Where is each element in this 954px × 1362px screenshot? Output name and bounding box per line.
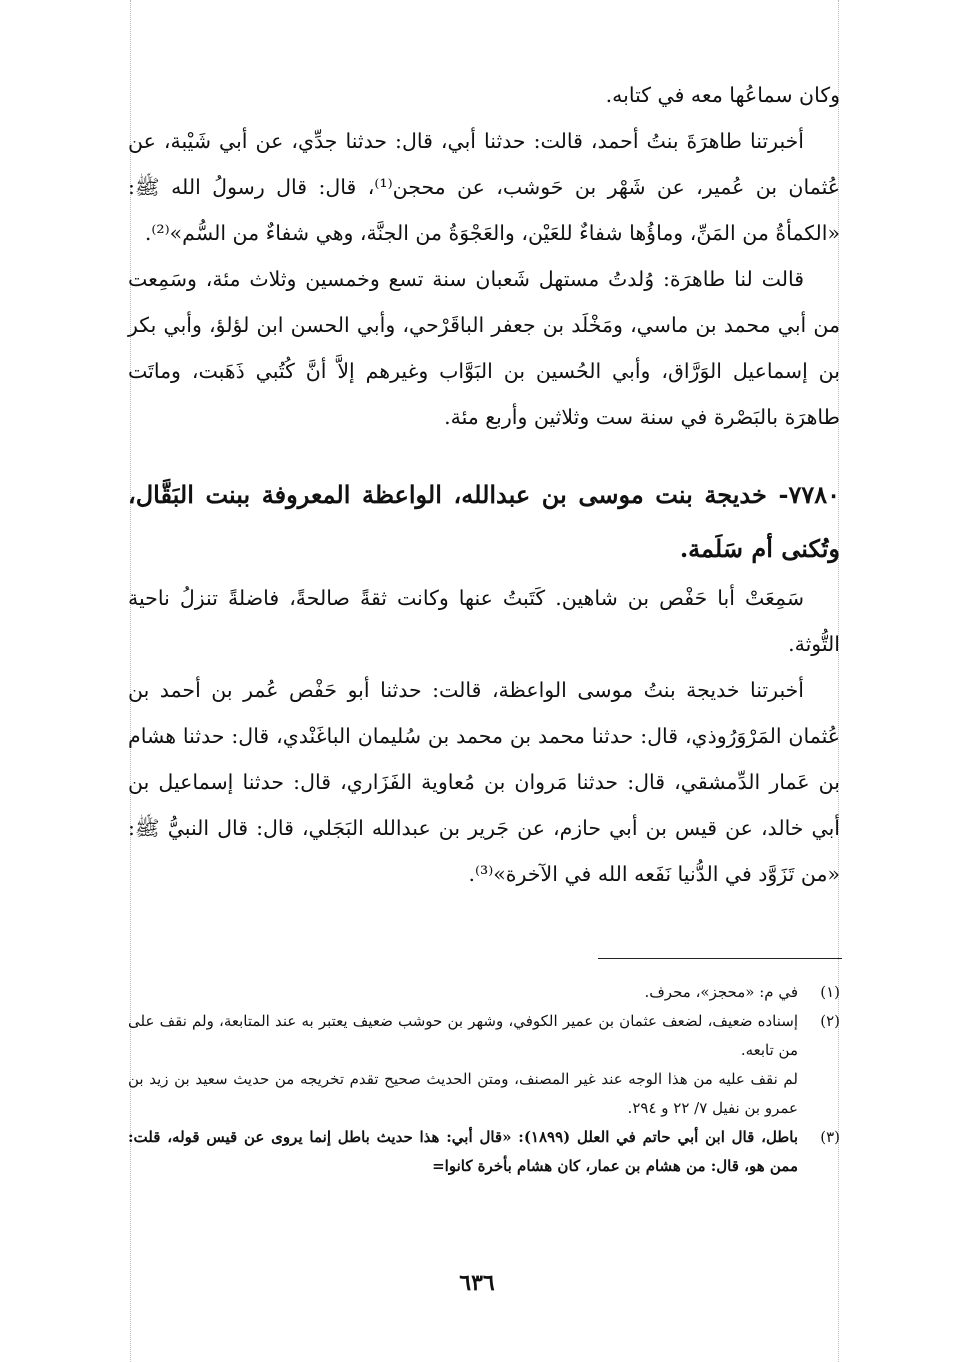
footnote-number: (٢) (820, 1012, 840, 1030)
paragraph-5: أخبرتنا خديجة بنتُ موسى الواعظة، قالت: حدثنا أبو حَفْص عُمر بن أحمد بن عُثمان المَرْوَرُوذي، قال: حدثنا محمد بن محمد بن سُليمان الباغَنْدي، قال: حدثنا هشام بن عَمار الدِّمشقي، قال: حدثنا مَروان بن مُعاوية الفَزَاري، قال: حدثنا إسماعيل بن أبي خالد، عن قيس بن أبي حازم، عن جَرير بن عبدالله البَجَلي، قال: قال النبيُّ ﷺ: «من تَزَوَّد في الدُّنيا نَفَعه الله في الآخرة»⁽³⁾. (128, 678, 840, 886)
footnote-text: باطل، قال ابن أبي حاتم في العلل (١٨٩٩): «قال أبي: هذا حديث باطل إنما يروى عن قيس قوله، قلت: ممن هو، قال: من هشام بن عمار، كان هشام بأخرة كانوا= (128, 1128, 798, 1175)
footnote-1 (128, 978, 840, 1007)
footnote-3 (128, 1123, 840, 1181)
main-text-bottom (128, 575, 840, 897)
paragraph-1: وكان سماعُها معه في كتابه. (605, 83, 840, 107)
footnote-number: (٣) (820, 1128, 840, 1146)
footnote-text: لم نقف عليه من هذا الوجه عند غير المصنف، ومتن الحديث صحيح تقدم تخريجه من حديث سعيد بن زيد بن عمرو بن نفيل ٧/ ٢٢ و ٢٩٤. (128, 1070, 798, 1117)
footnote-2 (128, 1007, 840, 1123)
page-number: ٦٣٦ (459, 1270, 495, 1296)
entry-heading: ٧٧٨٠- خديجة بنت موسى بن عبدالله، الواعظة المعروفة ببنت البَقَّال، وتُكنى أم سَلَمة. (128, 480, 840, 563)
footnotes (128, 978, 840, 1181)
footnote-text: إسناده ضعيف، لضعف عثمان بن عمير الكوفي، وشهر بن حوشب ضعيف يعتبر به عند المتابعة، ولم نقف على من تابعه. (128, 1012, 798, 1059)
main-text-top (128, 72, 840, 440)
footnote-number: (١) (820, 983, 840, 1001)
paragraph-4: سَمِعَتْ أبا حَفْص بن شاهين. كَتَبتُ عنها وكانت ثقةً صالحةً، فاضلةً تنزلُ ناحية التُّوثة. (128, 586, 840, 656)
paragraph-3: قالت لنا طاهرَة: وُلدتُ مستهل شَعبان سنة تسع وخمسين وثلاث مئة، وسَمِعت من أبي محمد بن ماسي، ومَخْلَد بن جعفر الباقَرْحي، وأبي الحسن ابن لؤلؤ، وأبي بكر بن إسماعيل الوَرَّاق، وأبي الحُسين بن البَوَّاب وغيرهم إلاَّ أنَّ كُتُبي ذَهَبت، وماتَت طاهرَة بالبَصْرة في سنة ست وثلاثين وأربع مئة. (128, 267, 840, 429)
footnote-text: في م: «محجز»، محرف. (644, 983, 798, 1001)
footnote-separator (598, 958, 842, 959)
paragraph-2: أخبرتنا طاهرَةَ بنتُ أحمد، قالت: حدثنا أبي، قال: حدثنا جدِّي، عن أبي شَيْبة، عن عُثمان بن عُمير، عن شَهْر بن حَوشب، عن محجن⁽¹⁾، قال: قال رسولُ الله ﷺ: «الكمأةُ من المَنِّ، وماؤُها شفاءٌ للعَيْن، والعَجْوَةُ من الجنَّة، وهي شفاءٌ من السُّم»⁽²⁾. (128, 129, 840, 245)
